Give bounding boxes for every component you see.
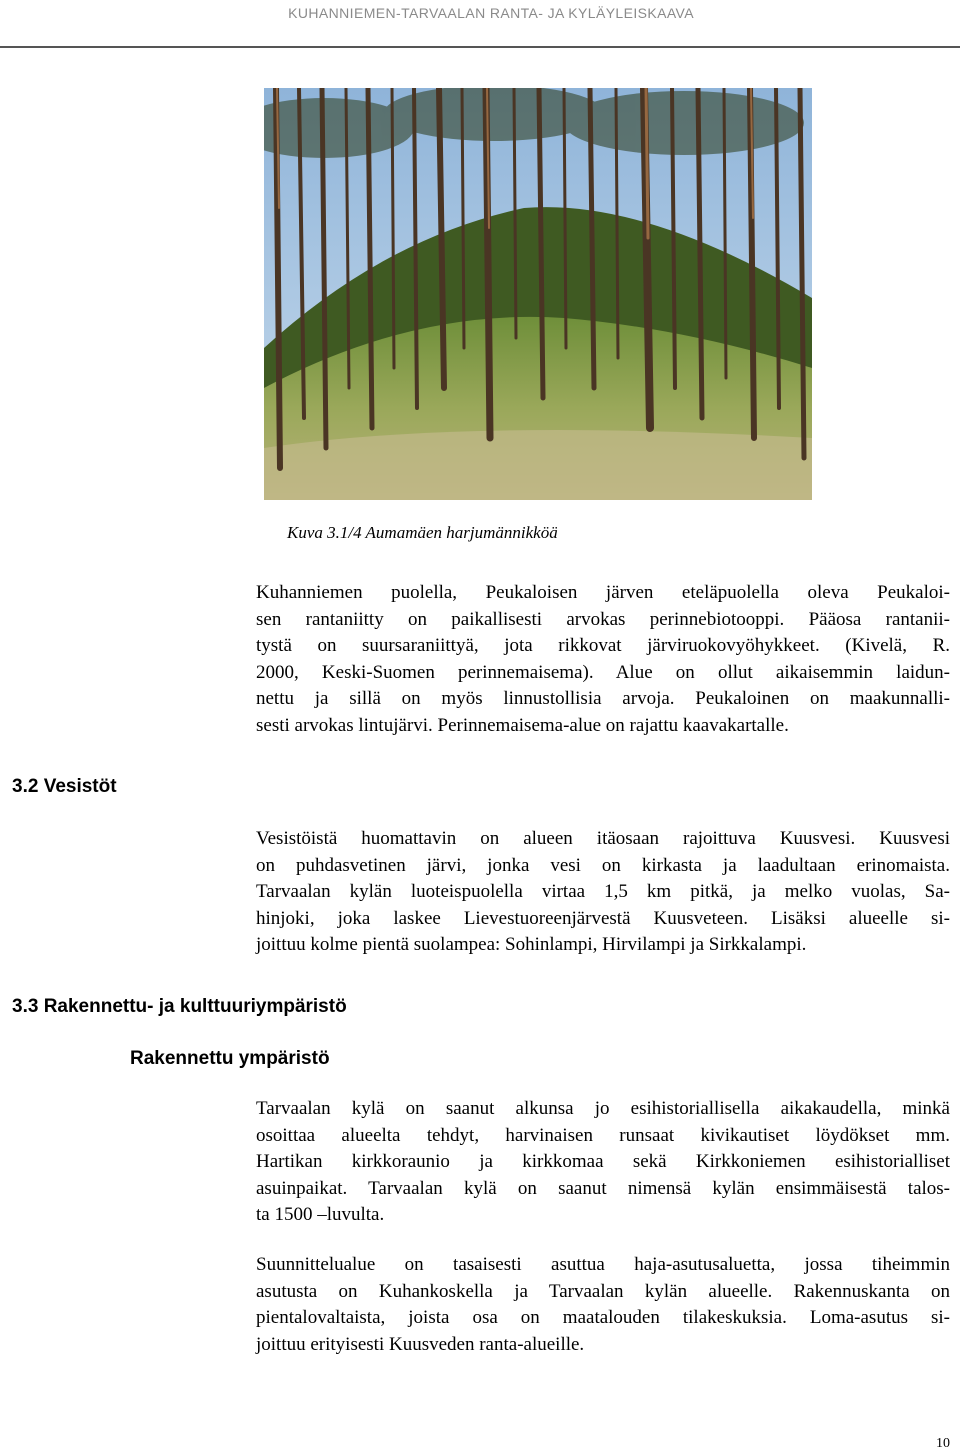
text-line: nettu ja sillä on myös linnustollisia arvoja. Peukaloinen on maakunnalli- <box>256 688 950 709</box>
rakennettu-paragraph-2 <box>256 1252 950 1358</box>
header-divider <box>0 46 960 48</box>
text-line: Tarvaalan kylän luoteispuolella virtaa 1,5 km pitkä, ja melko vuolas, Sa- <box>256 881 950 902</box>
intro-paragraph <box>256 580 950 739</box>
text-line: asutusta on Kuhankoskella ja Tarvaalan kylän alueelle. Rakennuskanta on <box>256 1280 950 1302</box>
section-heading-rakennettu: 3.3 Rakennettu- ja kulttuuriympäristö <box>12 996 347 1017</box>
text-line: Kuhanniemen puolella, Peukaloisen järven eteläpuolella oleva Peukaloi- <box>256 582 950 603</box>
running-header <box>0 0 960 48</box>
rakennettu-paragraph-1 <box>256 1096 950 1229</box>
forest-photo <box>264 88 812 500</box>
text-line: hinjoki, joka laskee Lievestuoreenjärvestä Kuusveteen. Lisäksi alueelle si- <box>256 907 950 929</box>
text-line: on puhdasvetinen järvi, jonka vesi on kirkasta ja laadultaan erinomaista. <box>256 854 950 876</box>
text-line: sesti arvokas lintujärvi. Perinnemaisema-alue on rajattu kaavakartalle. <box>256 714 789 736</box>
text-line: Hartikan kirkkoraunio ja kirkkomaa sekä Kirkkoniemen esihistorialliset <box>256 1151 950 1172</box>
text-line: pientalovaltaista, joista osa on maatalouden tilakeskuksia. Loma-asutus si- <box>256 1307 950 1328</box>
document-title: KUHANNIEMEN-TARVAALAN RANTA- JA KYLÄYLEISKAAVA <box>288 5 694 21</box>
section-heading-vesistot: 3.2 Vesistöt <box>12 776 117 797</box>
text-line: 2000, Keski-Suomen perinnemaisema). Alue on ollut aikaisemmin laidun- <box>256 661 950 683</box>
text-line: osoittaa alueelta tehdyt, harvinaisen runsaat kivikautiset löydökset mm. <box>256 1124 950 1146</box>
page-number: 10 <box>936 1436 950 1451</box>
vesistot-paragraph <box>256 826 950 959</box>
text-line: tystä on suursaraniittyä, jota rikkovat järviruokovyöhykkeet. (Kivelä, R. <box>256 635 950 656</box>
text-line: Tarvaalan kylä on saanut alkunsa jo esihistoriallisella aikakaudella, minkä <box>256 1098 950 1119</box>
text-line: asuinpaikat. Tarvaalan kylä on saanut nimensä kylän ensimmäisestä talos- <box>256 1177 950 1199</box>
text-line: Suunnittelualue on tasaisesti asuttua haja-asutusaluetta, jossa tiheimmin <box>256 1254 950 1275</box>
text-line: joittuu kolme pientä suolampea: Sohinlampi, Hirvilampi ja Sirkkalampi. <box>256 934 807 955</box>
text-line: sen rantaniitty on paikallisesti arvokas perinnebiotooppi. Pääosa rantanii- <box>256 608 950 630</box>
text-line: Vesistöistä huomattavin on alueen itäosaan rajoittuva Kuusvesi. Kuusvesi <box>256 828 950 849</box>
figure-caption: Kuva 3.1/4 Aumamäen harjumännikköä <box>287 523 558 542</box>
text-line: ta 1500 –luvulta. <box>256 1204 385 1225</box>
subheading-rakennettu-ymparisto: Rakennettu ympäristö <box>130 1048 330 1069</box>
text-line: joittuu erityisesti Kuusveden ranta-alueille. <box>256 1333 585 1355</box>
